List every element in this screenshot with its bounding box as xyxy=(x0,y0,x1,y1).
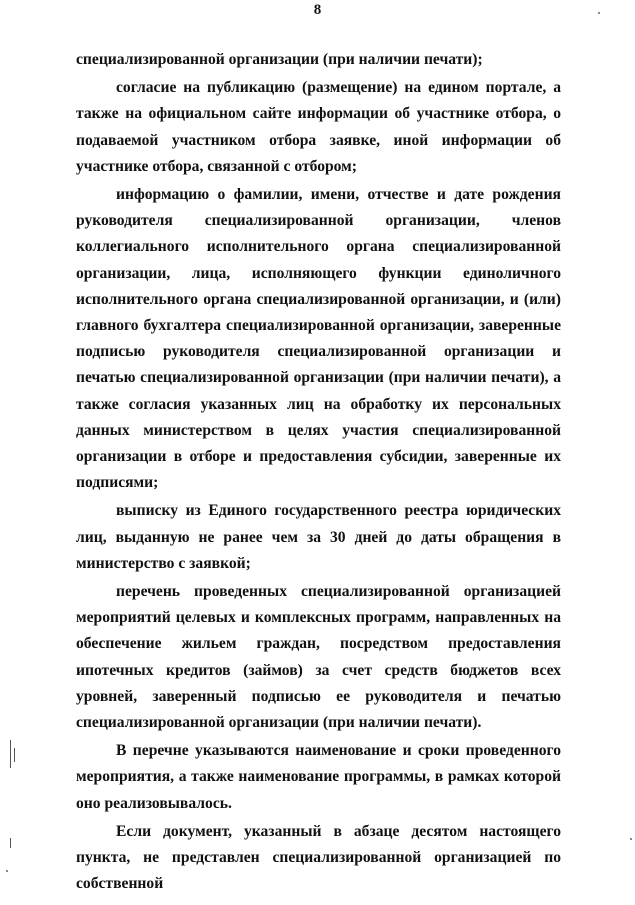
paragraph-personal-info: информацию о фамилии, имени, отчестве и дате рождения руководителя специализированной организации, членов коллегиального исполнительного органа специализированной организации, лица, исполняющего функции единоличного исполнительного органа специализированной организации, и (или) главного бухгалтера специализированной организации, заверенные подписью руководителя специализированной организации и печатью специализированной организации (при наличии печати), а также согласия указанных лиц на обработку их персональных данных министерством в целях участия специализированной организации в отборе и предоставления субсидии, заверенные их подписями; xyxy=(76,186,561,492)
paragraph-consent-publication: согласие на публикацию (размещение) на едином портале, а также на официальном сайте информации об участнике отбора, о подаваемой участником отбора заявке, иной информации об участнике отбора, связанной с отбором; xyxy=(76,79,561,175)
scan-artifact-left-1 xyxy=(10,740,11,768)
scan-artifact-dot-1 xyxy=(6,870,8,872)
paragraph-registry-extract: выписку из Единого государственного реестра юридических лиц, выданную не ранее чем за 30 дней до даты обращения в министерство с заявкой; xyxy=(76,502,561,572)
paragraph-document-not-provided: Если документ, указанный в абзаце десятом настоящего пункта, не представлен специализированной организацией по собственной xyxy=(76,822,561,893)
paragraph-list-contents: В перечне указываются наименование и сроки проведенного мероприятия, а также наименование программы, в рамках которой оно реализовывалось. xyxy=(76,742,561,812)
scan-artifact-left-3 xyxy=(10,838,11,848)
page-number: 8 xyxy=(313,2,322,18)
document-body xyxy=(76,47,561,898)
paragraph-continuation: специализированной организации (при наличии печати); xyxy=(76,51,483,68)
scan-artifact-dot-2 xyxy=(598,12,600,14)
scan-artifact-left-2 xyxy=(14,748,15,762)
scan-artifact-dot-3 xyxy=(630,838,632,840)
paragraph-events-list: перечень проведенных специализированной организацией мероприятий целевых и комплексных программ, направленных на обеспечение жильем граждан, посредством предоставления ипотечных кредитов (займов) за счет средств бюджетов всех уровней, заверенный подписью ее руководителя и печатью специализированной организации (при наличии печати). xyxy=(76,583,561,732)
